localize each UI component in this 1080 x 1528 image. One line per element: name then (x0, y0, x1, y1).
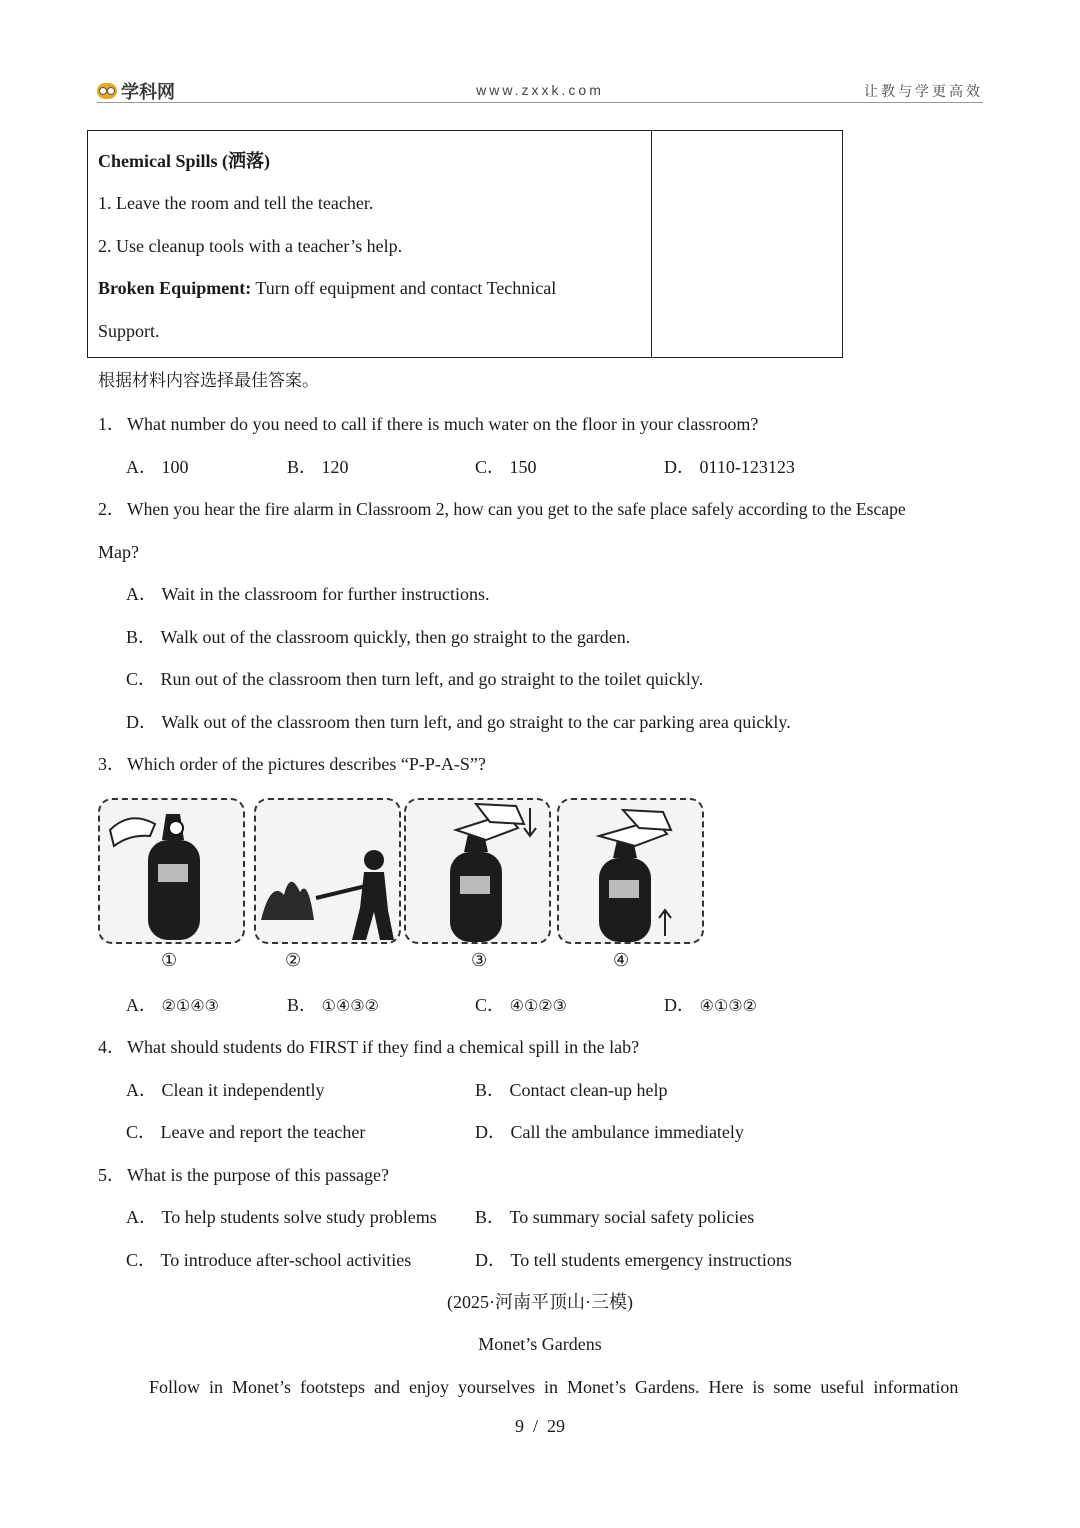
q3-option-b[interactable]: B． ①④③② (287, 995, 379, 1015)
q1-option-a[interactable]: A． 100 (126, 457, 189, 477)
chem-step-1: 1. Leave the room and tell the teacher. (98, 193, 374, 213)
header-url: www.zxxk.com (476, 82, 604, 98)
q4-number: 4． (98, 1037, 125, 1057)
q2-option-a[interactable]: A． Wait in the classroom for further instructions. (126, 584, 490, 604)
q4-option-d[interactable]: D． Call the ambulance immediately (475, 1122, 744, 1142)
q5-number: 5． (98, 1165, 125, 1185)
q4-option-b[interactable]: B． Contact clean-up help (475, 1080, 668, 1100)
q1-text: What number do you need to call if there is much water on the floor in your classroom? (127, 414, 759, 434)
q4-option-a[interactable]: A． Clean it independently (126, 1080, 325, 1100)
q5-option-c[interactable]: C． To introduce after-school activities (126, 1250, 412, 1270)
q1-option-c[interactable]: C． 150 (475, 457, 537, 477)
q5-option-b[interactable]: B． To summary social safety policies (475, 1207, 755, 1227)
q1-number: 1． (98, 414, 125, 434)
extinguisher-squeeze-illustration (406, 800, 549, 942)
picture-label-4: ④ (613, 950, 630, 971)
table-column-divider (651, 130, 652, 358)
extinguisher-pin-illustration (100, 800, 243, 942)
logo-text: 学科网 (121, 82, 175, 102)
q3-text: Which order of the pictures describes “P-P-A-S”? (127, 754, 486, 774)
q2-option-b[interactable]: B． Walk out of the classroom quickly, then go straight to the garden. (126, 627, 631, 647)
page-number: 9 / 29 (514, 1416, 565, 1436)
picture-label-2: ② (285, 950, 302, 971)
header-slogan: 让教与学更高效 (864, 84, 983, 100)
q2-option-d[interactable]: D． Walk out of the classroom then turn left, and go straight to the car parking area quickly. (126, 712, 791, 732)
broken-equipment-cont: Support. (98, 321, 160, 341)
q2-number: 2． (98, 499, 125, 519)
q1-option-d[interactable]: D． 0110-123123 (664, 457, 795, 477)
instruction: 根据材料内容选择最佳答案。 (98, 371, 319, 391)
picture-label-3: ③ (471, 950, 488, 971)
source-note: (2025·河南平顶山·三模) (447, 1292, 633, 1312)
q3-option-a[interactable]: A． ②①④③ (126, 995, 219, 1015)
q5-option-d[interactable]: D． To tell students emergency instructions (475, 1250, 792, 1270)
q2-option-c[interactable]: C． Run out of the classroom then turn left, and go straight to the toilet quickly. (126, 669, 704, 689)
q2-text-line1: When you hear the fire alarm in Classroom 2, how can you get to the safe place safely according to the Escape (127, 499, 906, 519)
passage-start: Follow in Monet’s footsteps and enjoy yourselves in Monet’s Gardens. Here is some useful information (149, 1377, 959, 1397)
picture-label-1: ① (161, 950, 178, 971)
q2-text-line2: Map? (98, 542, 139, 562)
q3-option-c[interactable]: C． ④①②③ (475, 995, 567, 1015)
picture-sweep (557, 798, 704, 944)
q5-option-a[interactable]: A． To help students solve study problems (126, 1207, 437, 1227)
picture-aim-spray (254, 798, 401, 944)
header-divider (97, 102, 983, 103)
q5-text: What is the purpose of this passage? (127, 1165, 389, 1185)
q1-option-b[interactable]: B． 120 (287, 457, 349, 477)
picture-pull-pin (98, 798, 245, 944)
q4-option-c[interactable]: C． Leave and report the teacher (126, 1122, 366, 1142)
q3-option-d[interactable]: D． ④①③② (664, 995, 757, 1015)
chem-step-2: 2. Use cleanup tools with a teacher’s help. (98, 236, 403, 256)
passage-title: Monet’s Gardens (478, 1334, 602, 1354)
chem-spills-title: Chemical Spills (洒落) (98, 151, 271, 171)
extinguisher-sweep-illustration (559, 800, 702, 942)
q4-text: What should students do FIRST if they find a chemical spill in the lab? (127, 1037, 640, 1057)
fire-aiming-illustration (256, 800, 399, 942)
q3-number: 3． (98, 754, 125, 774)
picture-squeeze (404, 798, 551, 944)
broken-equipment: Broken Equipment: Turn off equipment and contact Technical (98, 278, 557, 298)
